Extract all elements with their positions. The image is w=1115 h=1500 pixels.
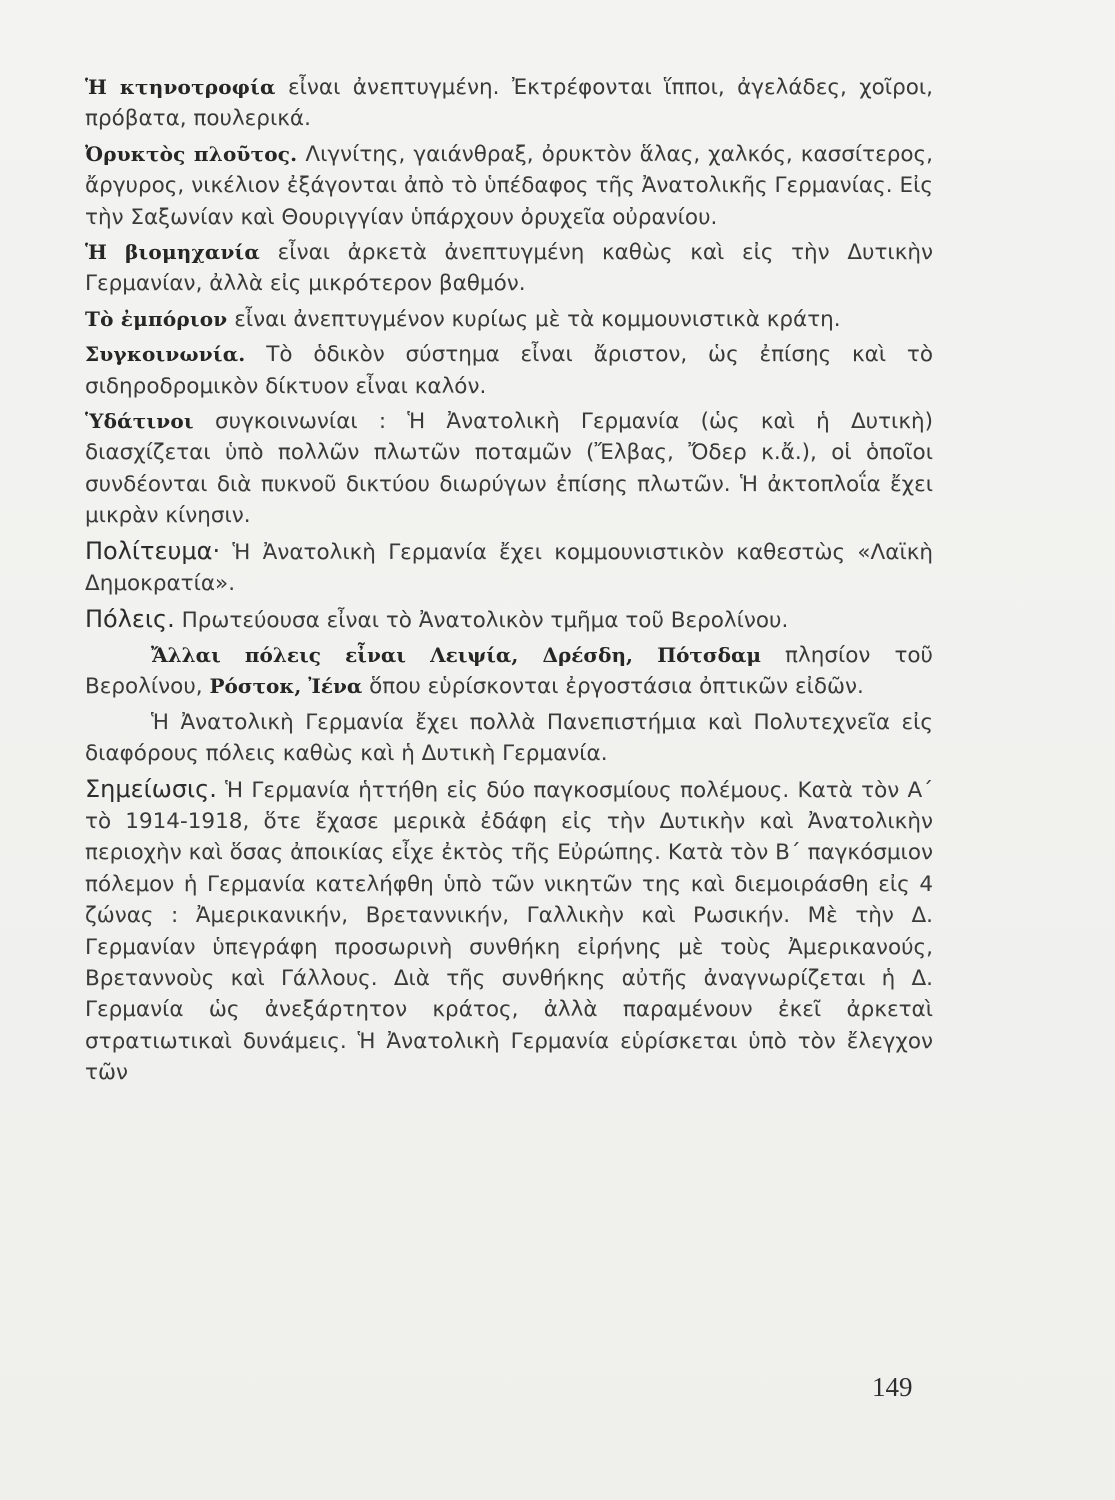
text-industry: εἶναι ἀρκετὰ ἀνεπτυγμένη καθὼς καὶ εἰς τὴν Δυτικὴν Γερμανίαν, ἀλλὰ εἰς μικρότερον βαθμόν.: [85, 240, 934, 297]
paragraph-livestock: [85, 72, 933, 135]
text-transport: Τὸ ὁδικὸν σύστημα εἶναι ἄριστον, ὡς ἐπίσης καὶ τὸ σιδηροδρομικὸν δίκτυον εἶναι καλόν.: [85, 342, 933, 399]
heading-trade: Τὸ ἐμπόριον: [85, 306, 228, 331]
text-trade: εἶναι ἀνεπτυγμένον κυρίως μὲ τὰ κομμουνιστικὰ κράτη.: [227, 306, 841, 332]
paragraph-cities: [85, 604, 933, 636]
heading-industry: Ἡ βιομηχανία: [85, 240, 261, 265]
paragraph-trade: [85, 304, 933, 335]
other-cities-text-1: πλησίον τοῦ Βερολίνου,: [85, 642, 933, 700]
heading-minerals: Ὀρυκτὸς πλοῦτος.: [85, 141, 298, 166]
body-text: [85, 72, 933, 1093]
paragraph-government: [85, 536, 933, 600]
other-cities-bold-2: Ρόστοκ, Ἰένα: [209, 674, 363, 699]
heading-government: Πολίτευμα·: [85, 536, 221, 565]
other-cities-text-2: ὅπου εὑρίσκονται ἐργοστάσια ὀπτικῶν εἰδῶν.: [362, 674, 864, 700]
text-government: Ἡ Ἀνατολικὴ Γερμανία ἔχει κομμουνιστικὸν καθεστὼς «Λαϊκὴ Δημοκρατία».: [85, 539, 933, 597]
heading-transport: Συγκοινωνία.: [85, 342, 246, 367]
heading-note: Σημείωσις.: [85, 774, 217, 803]
paragraph-note: [85, 774, 933, 1089]
paragraph-other-cities: [85, 640, 933, 703]
text-livestock: εἶναι ἀνεπτυγμένη. Ἐκτρέφονται ἵπποι, ἀγελάδες, χοῖροι, πρόβατα, πουλερικά.: [85, 75, 933, 132]
heading-waterways: Ὑδάτινοι: [85, 409, 194, 434]
paragraph-universities: [85, 707, 933, 770]
text-minerals: Λιγνίτης, γαιάνθραξ, ὀρυκτὸν ἅλας, χαλκός, κασσίτερος, ἄργυρος, νικέλιον ἐξάγονται ἀπὸ τὸ ὑπέδαφος τῆς Ἀνατολικῆς Γερμανίας. Εἰς τὴν Σαξωνίαν καὶ Θουριγγίαν ὑπάρχουν ὀρυχεῖα οὐρανίου.: [85, 141, 933, 230]
text-universities: Ἡ Ἀνατολικὴ Γερμανία ἔχει πολλὰ Πανεπιστήμια καὶ Πολυτεχνεῖα εἰς διαφόρους πόλεις καθὼς καὶ ἡ Δυτικὴ Γερμανία.: [85, 709, 933, 767]
heading-livestock: Ἡ κτηνοτροφία: [85, 75, 276, 99]
paragraph-industry: [85, 237, 933, 300]
paragraph-waterways: [85, 406, 933, 532]
text-waterways: συγκοινωνίαι : Ἡ Ἀνατολικὴ Γερμανία (ὡς καὶ ἡ Δυτικὴ) διασχίζεται ὑπὸ πολλῶν πλωτῶν ποταμῶν (Ἔλβας, Ὄδερ κ.ἄ.), οἱ ὁποῖοι συνδέονται διὰ πυκνοῦ δικτύου διωρύγων ἐπίσης πλωτῶν. Ἡ ἀκτοπλοΐα ἔχει μικρὰν κίνησιν.: [85, 409, 933, 529]
text-note: Ἡ Γερμανία ἡττήθη εἰς δύο παγκοσμίους πολέμους. Κατὰ τὸν Α΄ τὸ 1914-1918, ὅτε ἔχασε μερικὰ ἐδάφη εἰς τὴν Δυτικὴν καὶ Ἀνατολικὴν περιοχὴν καὶ ὅσας ἀποικίας εἶχε ἐκτὸς τῆς Εὐρώπης. Κατὰ τὸν Β΄ παγκόσμιον πόλεμον ἡ Γερμανία κατελήφθη ὑπὸ τῶν νικητῶν της καὶ διεμοιράσθη εἰς 4 ζώνας : Ἀμερικανικήν, Βρεταννικήν, Γαλλικὴν καὶ Ρωσικήν. Μὲ τὴν Δ. Γερμανίαν ὑπεγράφη προσωρινὴ συνθήκη εἰρήνης μὲ τοὺς Ἀμερικανούς, Βρεταννοὺς καὶ Γάλλους. Διὰ τῆς συνθήκης αὐτῆς ἀναγνωρίζεται ἡ Δ. Γερμανία ὡς ἀνεξάρτητον κράτος, ἀλλὰ παραμένουν ἐκεῖ ἀρκεταὶ στρατιωτικαὶ δυνάμεις. Ἡ Ἀνατολικὴ Γερμανία εὑρίσκεται ὑπὸ τὸν ἔλεγχον τῶν: [85, 777, 933, 1086]
paragraph-transport: [85, 339, 933, 402]
page-number: 149: [872, 1372, 913, 1402]
heading-cities: Πόλεις.: [85, 604, 175, 633]
text-cities: Πρωτεύουσα εἶναι τὸ Ἀνατολικὸν τμῆμα τοῦ Βερολίνου.: [174, 607, 789, 633]
paragraph-minerals: [85, 139, 933, 233]
other-cities-lead: Ἄλλαι πόλεις εἶναι Λειψία, Δρέσδη, Πότσδαμ: [151, 642, 761, 667]
